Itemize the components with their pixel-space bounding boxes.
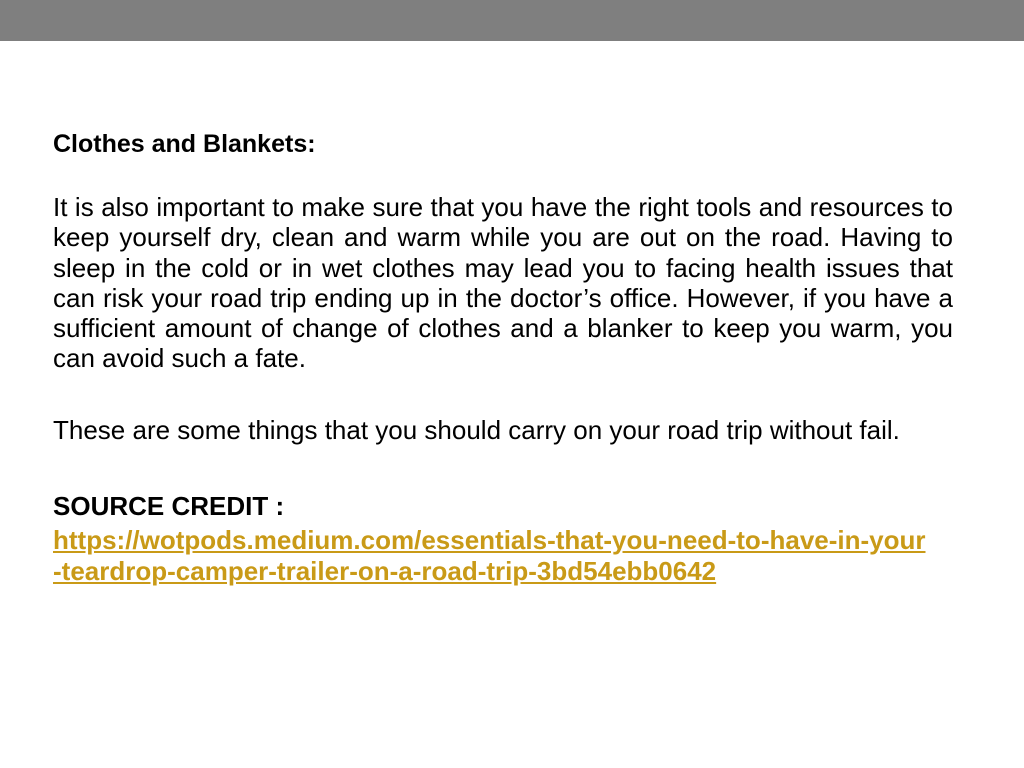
body-paragraph-1: It is also important to make sure that you have the right tools and resources to keep yourself dry, clean and warm while you are out on the road. Having to sleep in the cold or in wet clothes may lead you to facing health issues that can risk your road trip ending up in the doctor’s office. However, if you have a sufficient amount of change of clothes and a blanker to keep you warm, you can avoid such a fate.: [53, 192, 953, 374]
body-paragraph-2: These are some things that you should carry on your road trip without fail.: [53, 414, 900, 445]
source-credit-link[interactable]: https://wotpods.medium.com/essentials-that-you-need-to-have-in-your-teardrop-camper-trailer-on-a-road-trip-3bd54ebb0642: [53, 525, 926, 586]
section-heading: Clothes and Blankets:: [53, 130, 316, 158]
source-credit-label: SOURCE CREDIT :: [53, 491, 285, 522]
top-bar: [0, 0, 1024, 41]
slide-content: [53, 128, 953, 586]
